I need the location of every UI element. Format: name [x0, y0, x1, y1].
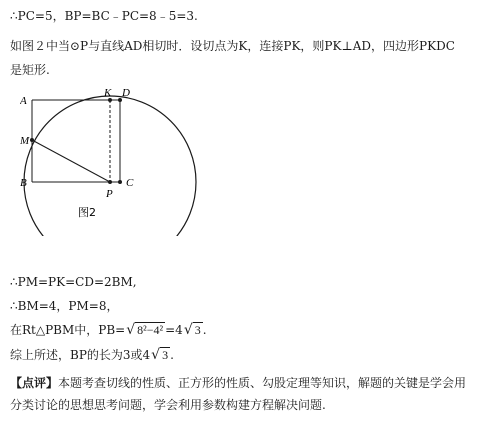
line-6-end: .: [202, 323, 207, 337]
text-line-7: [10, 347, 174, 363]
text-line-3: 是矩形.: [10, 63, 50, 77]
radicand-1: 8²−4²: [137, 323, 164, 337]
geometry-figure: [20, 86, 200, 236]
label-c: C: [126, 177, 134, 189]
text-line-1: ∴PC=5，BP=BC﹣PC=8﹣5=3.: [10, 9, 198, 23]
label-p: P: [106, 188, 113, 200]
point-m: [30, 138, 34, 142]
segment-pm: [32, 140, 110, 182]
label-m: M: [20, 135, 30, 147]
label-b: B: [20, 177, 27, 189]
label-d: D: [122, 87, 130, 99]
label-a: A: [20, 95, 27, 107]
comment-text: 本题考查切线的性质、正方形的性质、勾股定理等知识，解题的关键是学会用分类讨论的思想思考问题，学会利用参数构建方程解决问题.: [10, 376, 467, 412]
text-line-4: ∴PM=PK=CD=2BM,: [10, 275, 137, 289]
line-7-prefix: 综上所述，BP的长为3或4: [10, 348, 151, 362]
radicand-3: 3: [162, 348, 169, 362]
text-line-2: 如图２中当⊙P与直线AD相切时．设切点为K，连接PK，则PK⊥AD，四边形PKDC: [10, 39, 455, 53]
text-line-5: ∴BM=4，PM=8，: [10, 299, 119, 313]
line-6-prefix: 在Rt△PBM中，PB=: [10, 323, 126, 337]
sqrt-sign: √: [126, 322, 136, 338]
figure-caption: 图2: [78, 206, 96, 219]
point-p: [108, 180, 112, 184]
radicand-2: 3: [194, 323, 201, 337]
comment-block: [10, 372, 472, 416]
comment-tag: 【点评】: [10, 376, 59, 390]
line-6-eq: =4: [165, 323, 183, 337]
sqrt-sign-2: √: [183, 322, 193, 338]
text-line-6: [10, 322, 207, 338]
point-c: [118, 180, 122, 184]
sqrt-sign-3: √: [151, 347, 161, 363]
label-k: K: [104, 87, 112, 99]
line-7-end: .: [170, 348, 174, 362]
